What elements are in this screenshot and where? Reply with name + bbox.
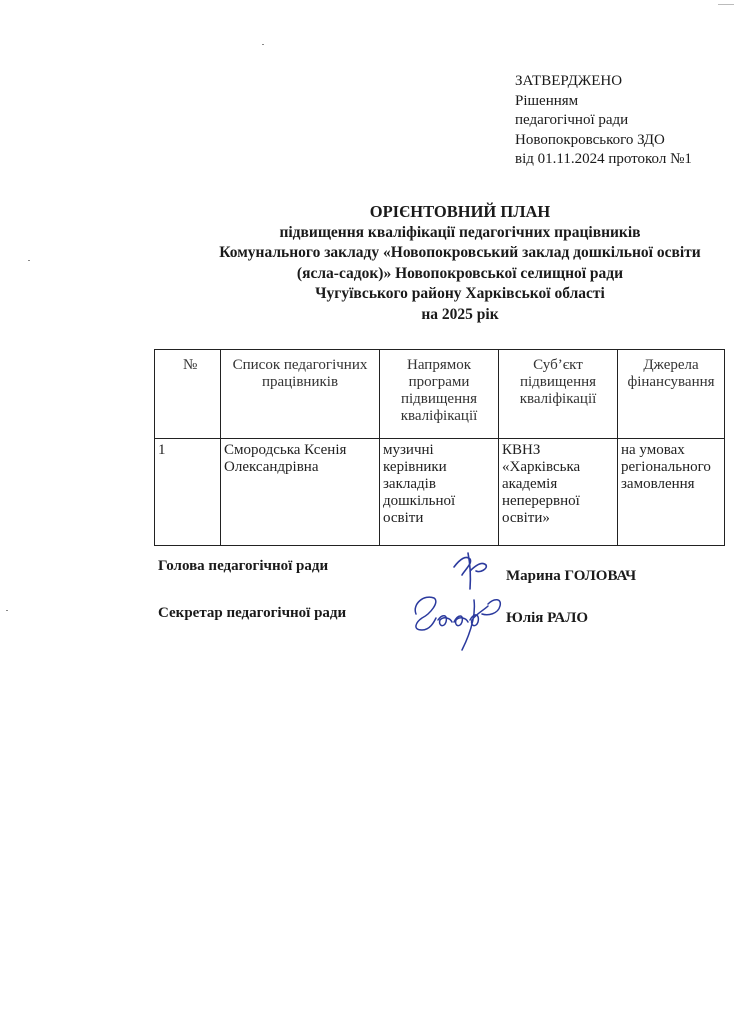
cell-staff-name: Смородська Ксенія Олександрівна xyxy=(221,439,380,546)
scan-artifact xyxy=(28,260,30,261)
cell-number: 1 xyxy=(155,439,221,546)
secretary-name: Юлія РАЛО xyxy=(506,610,589,626)
plan-table xyxy=(154,349,725,546)
approval-institution: Новопокровського ЗДО xyxy=(515,131,665,148)
secretary-signature-icon xyxy=(404,584,516,656)
table-row xyxy=(155,439,725,546)
title-main: ОРІЄНТОВНИЙ ПЛАН xyxy=(369,202,551,221)
title-line-1: підвищення кваліфікації педагогічних працівників xyxy=(279,223,641,241)
table-header-row xyxy=(155,350,725,439)
approval-council: педагогічної ради xyxy=(515,112,629,128)
title-line-2: Комунального закладу «Новопокровський заклад дошкільної освіти xyxy=(219,244,701,261)
chair-name: Марина ГОЛОВАЧ xyxy=(506,568,637,584)
approval-by-decision: Рішенням xyxy=(515,92,579,109)
header-staff-list: Список педагогічних працівників xyxy=(221,350,380,439)
title-line-5: на 2025 рік xyxy=(421,305,499,323)
scan-artifact xyxy=(718,4,734,5)
cell-funding: на умовах регіонального замовлення xyxy=(618,439,725,546)
document-title xyxy=(150,202,744,325)
title-line-3: (ясла-садок)» Новопокровської селищної ради xyxy=(296,264,624,282)
chair-label: Голова педагогічної ради xyxy=(158,558,329,574)
header-number: № xyxy=(155,350,221,439)
header-provider: Суб’єкт підвищення кваліфікації xyxy=(499,350,618,439)
header-funding: Джерела фінансування xyxy=(618,350,725,439)
secretary-label: Секретар педагогічної ради xyxy=(158,605,347,621)
scan-artifact xyxy=(6,610,8,611)
approval-block xyxy=(515,72,692,170)
title-line-4: Чугуївського району Харківської області xyxy=(315,285,605,302)
header-program-direction: Напрямок програми підвищення кваліфікації xyxy=(380,350,499,439)
approval-heading: ЗАТВЕРДЖЕНО xyxy=(515,73,623,89)
scan-artifact xyxy=(262,44,264,45)
approval-date-protocol: від 01.11.2024 протокол №1 xyxy=(515,151,692,167)
cell-program-direction: музичні керівники закладів дошкільної освіти xyxy=(380,439,499,546)
cell-provider: КВНЗ «Харківська академія неперервної освіти» xyxy=(499,439,618,546)
